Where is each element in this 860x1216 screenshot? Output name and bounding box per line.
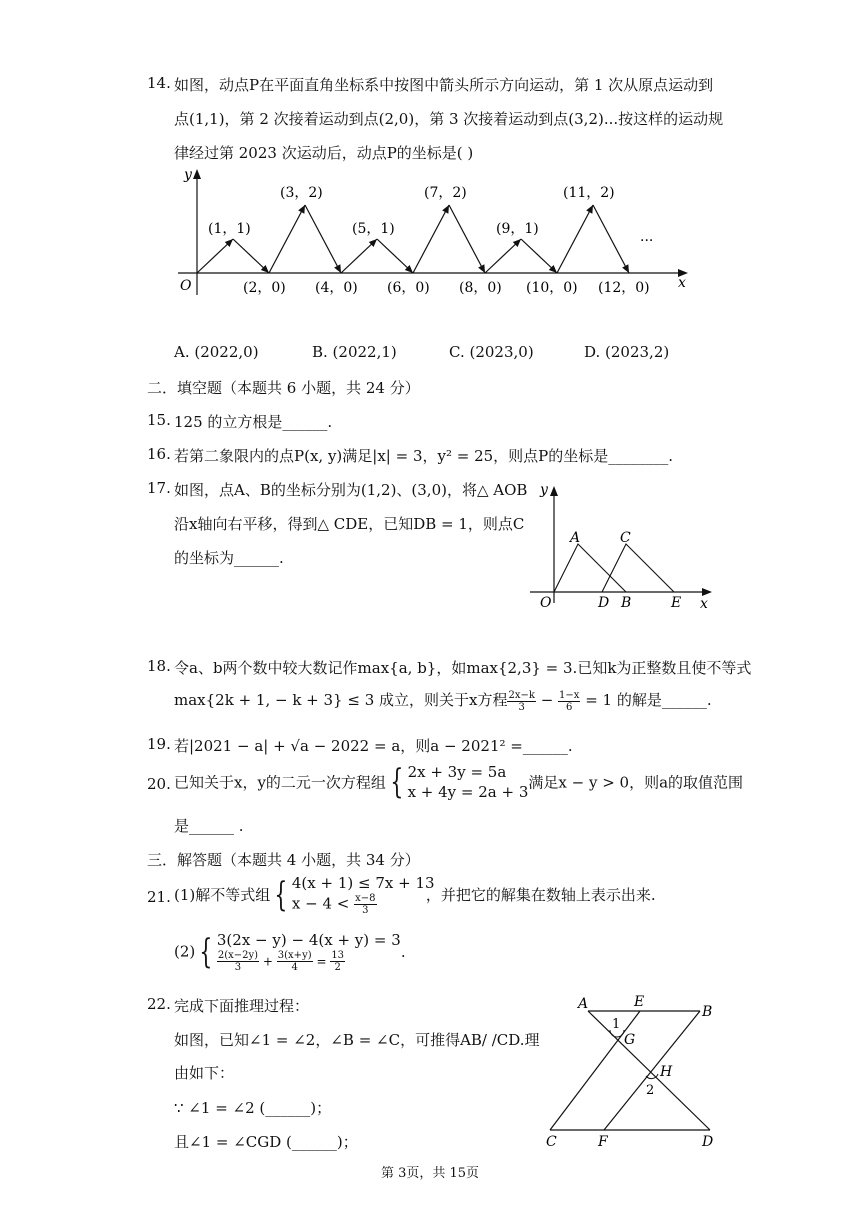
q21-f1-denominator: 3 <box>234 962 242 973</box>
q21-ineq2-fraction <box>354 893 376 916</box>
q22-point-f: F <box>598 1134 608 1150</box>
q17-point-e: E <box>671 595 682 611</box>
q21-eq2-frac2 <box>277 950 313 973</box>
q14-top-label: (5，1) <box>352 221 395 237</box>
page-footer: 第 3页，共 15页 <box>380 1166 480 1181</box>
q18-line2 <box>174 689 712 713</box>
q20-line1 <box>174 762 743 802</box>
q14-ellipsis: ··· <box>640 233 654 249</box>
q21-f3-numerator: 13 <box>331 950 345 961</box>
q15-text: 125 的立方根是______. <box>174 413 333 431</box>
q21-part1 <box>174 873 656 916</box>
q21-part1-suffix: ，并把它的解集在数轴上表示出来. <box>425 886 656 904</box>
q14-top-label: (7，2) <box>424 185 467 201</box>
q21-brace-1: { <box>274 874 288 915</box>
q14-option-c[interactable]: C. (2023,0) <box>449 343 534 361</box>
q22-point-c: C <box>546 1134 557 1150</box>
q21-ineq2-left: x − 4 < <box>291 894 350 913</box>
q18-number: 18. <box>147 657 171 675</box>
q17-point-d: D <box>598 595 610 611</box>
q14-top-label: (1，1) <box>208 221 251 237</box>
q21-brace-2: { <box>199 931 213 972</box>
q14-bottom-label: (2，0) <box>243 280 286 296</box>
q18-line2-end: = 1 的解是______. <box>580 691 712 709</box>
q17-point-a: A <box>570 530 581 546</box>
q20-number: 20. <box>147 775 171 793</box>
q17-number: 17. <box>147 479 171 497</box>
q20-line2: 是______ . <box>174 817 244 835</box>
q18-fraction-1 <box>507 690 535 713</box>
q20-equation-system <box>408 762 529 802</box>
q17-translation-graph <box>522 478 722 618</box>
q14-line2: 点(1,1)，第 2 次接着运动到点(2,0)，第 3 次接着运动到点(3,2)...按这样的运动规 <box>174 110 724 128</box>
q18-frac1-numerator: 2x−k <box>508 689 535 701</box>
q14-bottom-label: (12，0) <box>598 280 650 296</box>
q22-point-g: G <box>624 1032 636 1048</box>
q14-origin-label: O <box>180 278 192 294</box>
q21-eq1: 3(2x − y) − 4(x + y) = 3 <box>216 931 401 949</box>
section2-heading: 二．填空题（本题共 6 小题，共 24 分） <box>147 379 420 397</box>
q21-eq2-frac1 <box>217 950 259 973</box>
q17-line3: 的坐标为______. <box>174 549 284 567</box>
section3-heading: 三．解答题（本题共 4 小题，共 34 分） <box>147 851 420 869</box>
q22-point-h: H <box>660 1064 673 1080</box>
q17-y-label: y <box>540 482 548 498</box>
q21-ineq1: 4(x + 1) ≤ 7x + 13 <box>291 874 435 892</box>
q22-angle-1: 1 <box>612 1017 621 1032</box>
q17-line2: 沿x轴向右平移，得到△ CDE，已知DB = 1，则点C <box>174 515 525 533</box>
q18-frac1-denominator: 3 <box>518 701 525 713</box>
q20-prefix: 已知关于x，y的二元一次方程组 <box>174 773 386 792</box>
q14-zigzag-path <box>197 205 629 273</box>
q21-part2-suffix: . <box>400 942 406 961</box>
q19-number: 19. <box>147 735 171 753</box>
q22-parallel-lines-figure <box>540 990 730 1150</box>
q18-line1: 令a、b两个数中较大数记作max{a, b}，如max{2,3} = 3.已知k为正整数且使不等式 <box>174 659 752 677</box>
q14-motion-graph <box>170 165 700 305</box>
q20-eq1: 2x + 3y = 5a <box>407 763 507 781</box>
q21-eq2-equals: = <box>312 954 331 969</box>
q22-point-b: B <box>702 1004 713 1020</box>
q18-minus: − <box>535 691 559 709</box>
q22-point-d: D <box>702 1134 714 1150</box>
q14-top-label: (3，2) <box>280 185 323 201</box>
q14-path-segment <box>413 205 449 273</box>
q21-frac-numerator: x−8 <box>355 893 376 904</box>
q14-line3: 律经过第 2023 次运动后，动点P的坐标是( ) <box>174 144 474 162</box>
q17-origin-label: O <box>540 595 552 611</box>
q21-f1-numerator: 2(x−2y) <box>217 950 259 961</box>
q14-line1: 如图，动点P在平面直角坐标系中按图中箭头所示方向运动，第 1 次从原点运动到 <box>174 76 714 94</box>
q14-bottom-label: (8，0) <box>459 280 502 296</box>
q22-line1: 完成下面推理过程： <box>174 997 310 1015</box>
q14-path-segment <box>449 205 485 273</box>
q18-frac2-numerator: 1−x <box>559 689 580 701</box>
q14-top-label: (11，2) <box>563 185 615 201</box>
q14-y-label: y <box>184 167 192 183</box>
q17-x-label: x <box>700 596 708 612</box>
q18-frac2-denominator: 6 <box>566 701 573 713</box>
q19-text: 若|2021 − a| + √a − 2022 = a，则a − 2021² =______. <box>174 737 573 755</box>
q14-bottom-label: (10，0) <box>526 280 578 296</box>
q14-option-a[interactable]: A. (2022,0) <box>174 343 259 361</box>
q21-part2-prefix: (2) <box>174 942 196 961</box>
q21-part2 <box>174 930 406 973</box>
q14-path-segment <box>557 205 593 273</box>
q14-top-label: (9，1) <box>496 221 539 237</box>
q21-f2-denominator: 4 <box>291 962 298 973</box>
q14-bottom-label: (4，0) <box>315 280 358 296</box>
q14-path-segment <box>305 205 341 273</box>
q14-path-segment <box>593 205 629 273</box>
q21-frac-denominator: 3 <box>362 905 369 916</box>
q21-eq2-frac3 <box>330 950 345 973</box>
q17-line1: 如图，点A、B的坐标分别为(1,2)、(3,0)，将△ AOB <box>174 481 528 499</box>
q21-f2-numerator: 3(x+y) <box>277 950 312 961</box>
q14-option-d[interactable]: D. (2023,2) <box>584 343 670 361</box>
q22-line2: 如图，已知∠1 = ∠2，∠B = ∠C，可推得AB/ /CD.理 <box>174 1031 540 1049</box>
q22-line3: 由如下： <box>174 1064 235 1082</box>
q21-part1-prefix: (1)解不等式组 <box>174 886 271 904</box>
q20-suffix: 满足x − y > 0，则a的取值范围 <box>528 773 744 792</box>
q20-eq2: x + 4y = 2a + 3 <box>407 783 529 801</box>
q18-fraction-2 <box>558 690 580 713</box>
q22-line4: ∵ ∠1 = ∠2 (______)； <box>174 1099 332 1117</box>
q16-number: 16. <box>147 445 171 463</box>
q21-number: 21. <box>147 888 171 906</box>
q14-path-segment <box>269 205 305 273</box>
q22-angle-2: 2 <box>646 1083 655 1098</box>
q22-point-e: E <box>634 994 645 1010</box>
q15-number: 15. <box>147 411 171 429</box>
q16-text: 若第二象限内的点P(x, y)满足|x| = 3，y² = 25，则点P的坐标是________. <box>174 447 674 465</box>
q14-number: 14. <box>147 74 171 92</box>
q17-point-c: C <box>620 530 631 546</box>
q14-bottom-label: (6，0) <box>387 280 430 296</box>
q21-equation-system <box>216 930 401 973</box>
q18-line2-start: max{2k + 1, − k + 3} ≤ 3 成立，则关于x方程 <box>174 691 508 709</box>
q14-point-labels <box>208 185 650 296</box>
q22-line5: 且∠1 = ∠CGD (______)； <box>174 1133 358 1151</box>
q21-inequality-system <box>291 873 435 916</box>
q20-brace: { <box>390 762 404 802</box>
q21-ineq2 <box>292 893 420 916</box>
q17-point-b: B <box>621 595 632 611</box>
q21-eq2-plus: + <box>259 954 277 969</box>
q21-f3-denominator: 2 <box>334 962 341 973</box>
q14-x-label: x <box>678 275 686 291</box>
q21-eq2 <box>217 950 397 973</box>
q14-option-b[interactable]: B. (2022,1) <box>312 343 397 361</box>
q22-number: 22. <box>147 995 171 1013</box>
q22-point-a: A <box>578 996 589 1012</box>
